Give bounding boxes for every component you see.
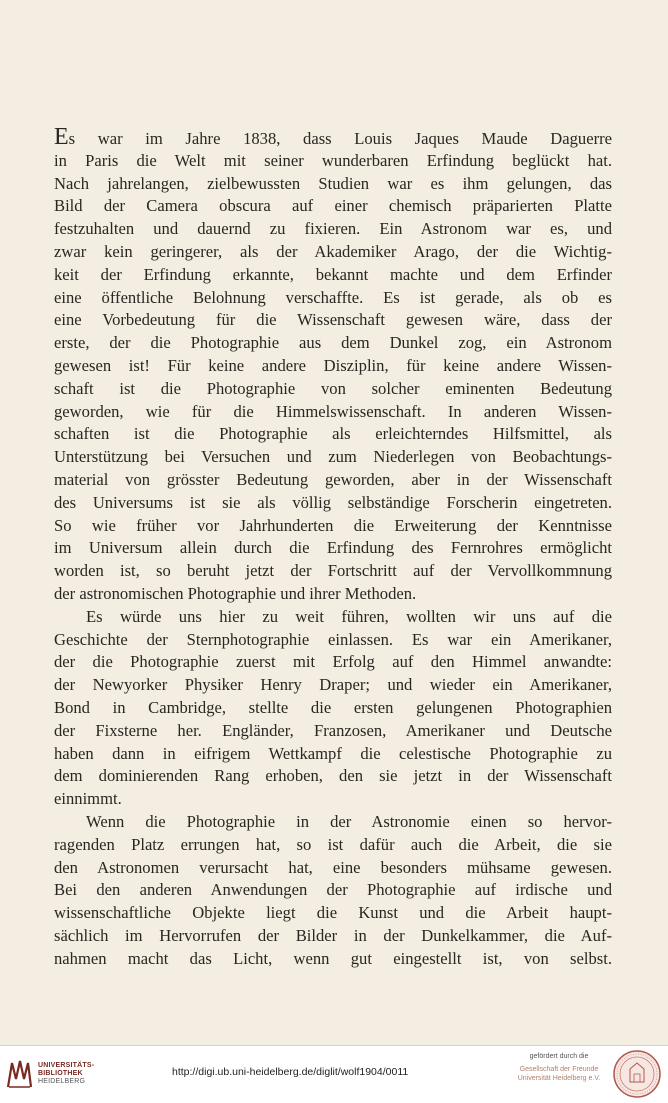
library-logo[interactable] [6, 1059, 94, 1089]
text-line: Es würde uns hier zu weit führen, wollten wir uns auf die [86, 606, 612, 626]
text-line: gewesen ist! Für keine andere Disziplin, für keine andere Wissen- [54, 355, 612, 375]
text-line: erste, der die Photographie aus dem Dunkel zog, ein Astronom [54, 333, 612, 353]
text-line: haben dann in eifrigem Wettkampf die celestische Photographie zu [54, 743, 612, 763]
text-line: So wie früher vor Jahrhunderten die Erweiterung der Kenntnisse [54, 515, 612, 535]
library-name [38, 1062, 94, 1086]
text-line: im Universum allein durch die Erfindung des Fernrohres ermöglicht [54, 538, 612, 558]
page-body-text [54, 124, 612, 970]
text-line: Bei den anderen Anwendungen der Photographie auf irdische und [54, 880, 612, 900]
text-line: worden ist, so beruht jetzt der Fortschritt auf der Vervollkommnung [54, 561, 612, 581]
text-line: dem dominierenden Rang erhoben, den sie jetzt in der Wissenschaft [54, 766, 612, 786]
university-library-logo-icon [6, 1059, 32, 1089]
text-line: der astronomischen Photographie und ihrer Methoden. [54, 583, 417, 603]
text-line: zwar kein geringerer, als der Akademiker Arago, der die Wichtig- [54, 241, 612, 261]
text-line: der die Photographie zuerst mit Erfolg auf den Himmel anwandte: [54, 652, 612, 672]
text-line: material von grösster Bedeutung geworden, aber in der Wissenschaft [54, 469, 612, 489]
funder-name-line1: Gesellschaft der Freunde [519, 1066, 599, 1073]
funded-by-label: gefördert durch die [529, 1053, 589, 1060]
text-line: sächlich im Hervorrufen der Bilder in der Dunkelkammer, die Auf- [54, 925, 612, 945]
text-line: einnimmt. [54, 789, 122, 809]
university-seal-icon[interactable] [612, 1049, 662, 1099]
text-line: nahmen macht das Licht, wenn gut eingestellt ist, von selbst. [54, 948, 612, 968]
text-line: geworden, wie für die Himmelswissenschaft. In anderen Wissen- [54, 401, 612, 421]
text-line: schaft ist die Photographie von solcher eminenten Bedeutung [54, 378, 612, 398]
permalink-url[interactable]: http://digi.ub.uni-heidelberg.de/diglit/wolf1904/0011 [172, 1066, 409, 1078]
text-line: Geschichte der Sternphotographie einlassen. Es war ein Amerikaner, [54, 629, 612, 649]
text-line: den Astronomen verursacht hat, eine besonders mühsame gewesen. [54, 857, 612, 877]
text-line: Bond in Cambridge, stellte die ersten gelungenen Photographien [54, 697, 612, 717]
library-name-line2: BIBLIOTHEK [38, 1070, 83, 1077]
text-line: in Paris die Welt mit seiner wunderbaren Erfindung beglückt hat. [54, 150, 612, 170]
text-line: wissenschaftliche Objekte liegt die Kunst und die Arbeit haupt- [54, 903, 612, 923]
text-line: des Universums ist sie als völlig selbständige Forscherin eingetreten. [54, 492, 612, 512]
text-line: Nach jahrelangen, zielbewussten Studien war es ihm gelungen, das [54, 173, 612, 193]
text-line: festzuhalten und dauernd zu fixieren. Ein Astronom war es, und [54, 219, 612, 239]
initial-letter: E [54, 124, 69, 150]
text-line: der Newyorker Physiker Henry Draper; und wieder ein Amerikaner, [54, 675, 612, 695]
text-line: Bild der Camera obscura auf einer chemisch präparierten Platte [54, 196, 612, 216]
funding-note [513, 1052, 605, 1083]
text-line: Wenn die Photographie in der Astronomie einen so hervor- [86, 811, 612, 831]
library-name-line3: HEIDELBERG [38, 1078, 86, 1085]
text-line: eine Vorbedeutung für die Wissenschaft gewesen wäre, dass der [54, 310, 612, 330]
text-line: keit der Erfindung erkannte, bekannt machte und dem Erfinder [54, 264, 612, 284]
library-name-line1: UNIVERSITÄTS- [38, 1062, 95, 1069]
text-line: schaften ist die Photographie als erleichterndes Hilfsmittel, als [54, 424, 612, 444]
text-line: Unterstützung bei Versuchen und zum Niederlegen von Beobachtungs- [54, 447, 612, 467]
text-line: ragenden Platz errungen hat, so ist dafür auch die Arbeit, die sie [54, 834, 612, 854]
text-line: Es war im Jahre 1838, dass Louis Jaques Maude Daguerre [54, 124, 612, 150]
text-line: eine öffentliche Belohnung verschaffte. Es ist gerade, als ob es [54, 287, 612, 307]
funder-name-line2: Universität Heidelberg e.V. [517, 1075, 601, 1082]
digitization-footer [0, 1045, 668, 1103]
text-line: der Fixsterne her. Engländer, Franzosen, Amerikaner und Deutsche [54, 720, 612, 740]
